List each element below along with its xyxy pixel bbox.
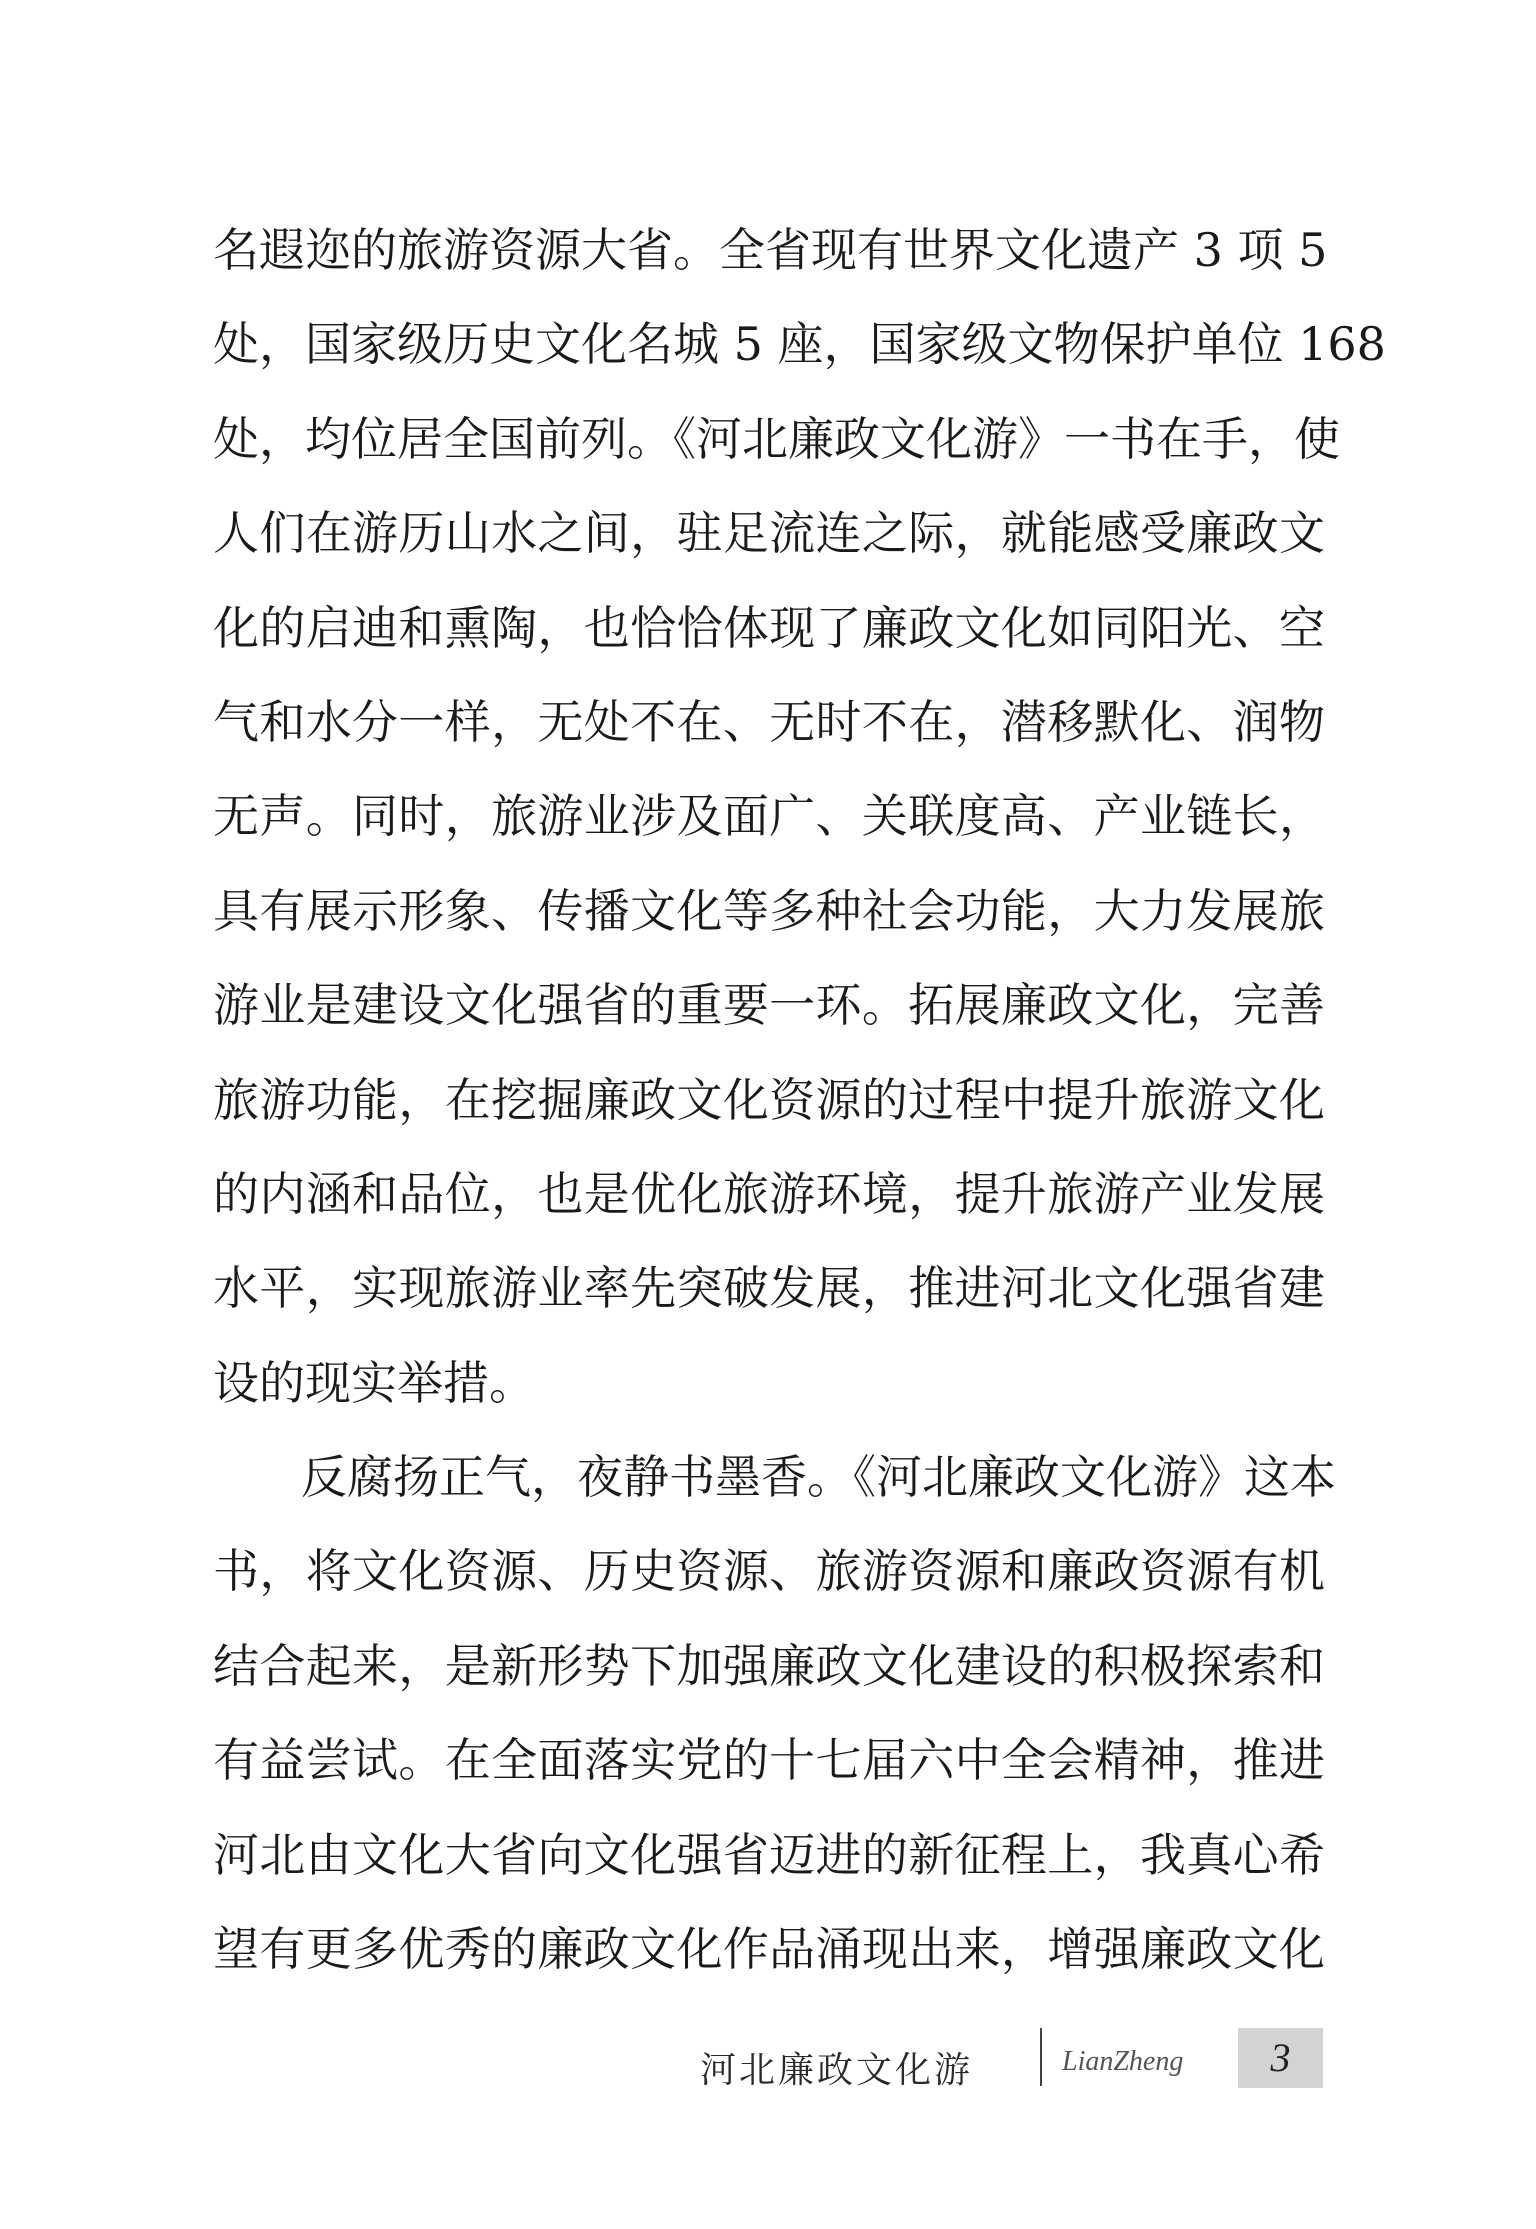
text-line: 处，国家级历史文化名城 5 座，国家级文物保护单位 168 (213, 317, 1386, 372)
running-title: 河北廉政文化游 (700, 2050, 974, 2091)
text-line: 游业是建设文化强省的重要一环。拓展廉政文化，完善 (213, 978, 1325, 1033)
text-line: 书，将文化资源、历史资源、旅游资源和廉政资源有机 (213, 1544, 1325, 1599)
text-line: 无声。同时，旅游业涉及面广、关联度高、产业链长， (213, 789, 1325, 844)
body-text (213, 203, 1386, 1996)
text-line: 气和水分一样，无处不在、无时不在，潜移默化、润物 (213, 694, 1325, 749)
text-line: 河北由文化大省向文化强省迈进的新征程上，我真心希 (213, 1827, 1325, 1882)
footer-divider (1040, 2028, 1042, 2086)
page-number-box (1238, 2028, 1323, 2088)
text-line: 名遐迩的旅游资源大省。全省现有世界文化遗产 3 项 5 (213, 223, 1328, 277)
page-footer (0, 2018, 1536, 2098)
page-number: 3 (1270, 2035, 1291, 2080)
text-line: 有益尝试。在全面落实党的十七届六中全会精神，推进 (213, 1733, 1325, 1788)
text-line: 具有展示形象、传播文化等多种社会功能，大力发展旅 (213, 883, 1325, 938)
text-line: 设的现实举措。 (213, 1355, 535, 1410)
text-line: 旅游功能，在挖掘廉政文化资源的过程中提升旅游文化 (213, 1072, 1325, 1127)
text-line: 望有更多优秀的廉政文化作品涌现出来，增强廉政文化 (213, 1922, 1325, 1977)
text-line: 水平，实现旅游业率先突破发展，推进河北文化强省建 (213, 1261, 1325, 1316)
text-line: 人们在游历山水之间，驻足流连之际，就能感受廉政文 (213, 506, 1325, 561)
text-line: 化的启迪和熏陶，也恰恰体现了廉政文化如同阳光、空 (213, 600, 1325, 655)
footer-brand: LianZheng (1062, 2046, 1184, 2077)
text-line: 反腐扬正气，夜静书墨香。《河北廉政文化游》这本 (301, 1450, 1336, 1505)
text-line: 结合起来，是新形势下加强廉政文化建设的积极探索和 (213, 1638, 1325, 1693)
text-line: 的内涵和品位，也是优化旅游环境，提升旅游产业发展 (213, 1166, 1325, 1221)
text-line: 处，均位居全国前列。《河北廉政文化游》一书在手，使 (213, 411, 1340, 466)
